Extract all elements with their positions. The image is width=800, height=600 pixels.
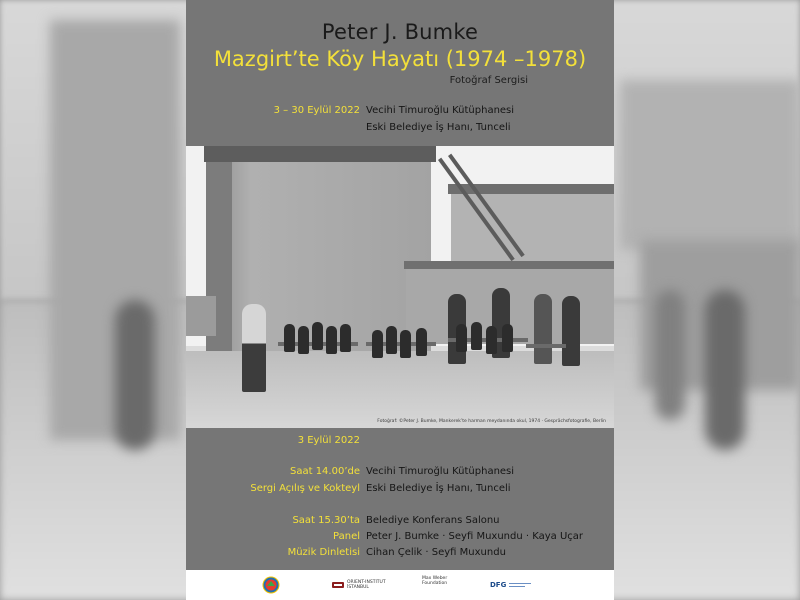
- program-text: Belediye Konferans Salonu: [366, 515, 500, 526]
- author-name: Peter J. Bumke: [321, 20, 479, 44]
- program-label: Müzik Dinletisi: [287, 547, 360, 558]
- exhibition-dates: 3 – 30 Eylül 2022: [273, 105, 360, 116]
- program-text: Peter J. Bumke · Seyfi Muxundu · Kaya Uçar: [366, 531, 584, 542]
- program-label: Panel: [333, 531, 360, 542]
- photo-caption: Fotoğraf: ©Peter J. Bumke, Mankerek’te harman meydanında okul, 1974 · Gesprächsfotografie, Berlin: [377, 419, 606, 424]
- orient-institut-logo-icon: [332, 580, 386, 590]
- dfg-label: DFG: [490, 580, 507, 589]
- max-weber-label: Max Weber Foundation: [422, 576, 448, 586]
- program-label: 3 Eylül 2022: [297, 435, 360, 446]
- program-text: Vecihi Timuroğlu Kütüphanesi: [366, 466, 515, 477]
- orient-institut-label: ORIENT-INSTITUT İSTANBUL: [347, 580, 386, 590]
- exhibition-title: Mazgirt’te Köy Hayatı (1974 –1978): [213, 47, 587, 71]
- historical-photograph: [186, 146, 614, 428]
- program-label: Saat 14.00’de: [289, 466, 360, 477]
- sponsor-logos: [186, 570, 614, 600]
- exhibition-subtitle: Fotoğraf Sergisi: [449, 75, 528, 86]
- dfg-logo-icon: [490, 582, 531, 588]
- program-label: Saat 15.30’ta: [292, 515, 360, 526]
- exhibition-venue: Vecihi Timuroğlu Kütüphanesi: [366, 105, 515, 116]
- municipality-seal-icon: [262, 576, 280, 594]
- exhibition-address: Eski Belediye İş Hanı, Tunceli: [366, 122, 511, 133]
- program-text: Cihan Çelik · Seyfi Muxundu: [366, 547, 506, 558]
- program-text: Eski Belediye İş Hanı, Tunceli: [366, 483, 511, 494]
- max-weber-foundation-logo-icon: [422, 576, 447, 586]
- program-label: Sergi Açılış ve Kokteyl: [250, 483, 360, 494]
- exhibition-poster: [186, 0, 614, 600]
